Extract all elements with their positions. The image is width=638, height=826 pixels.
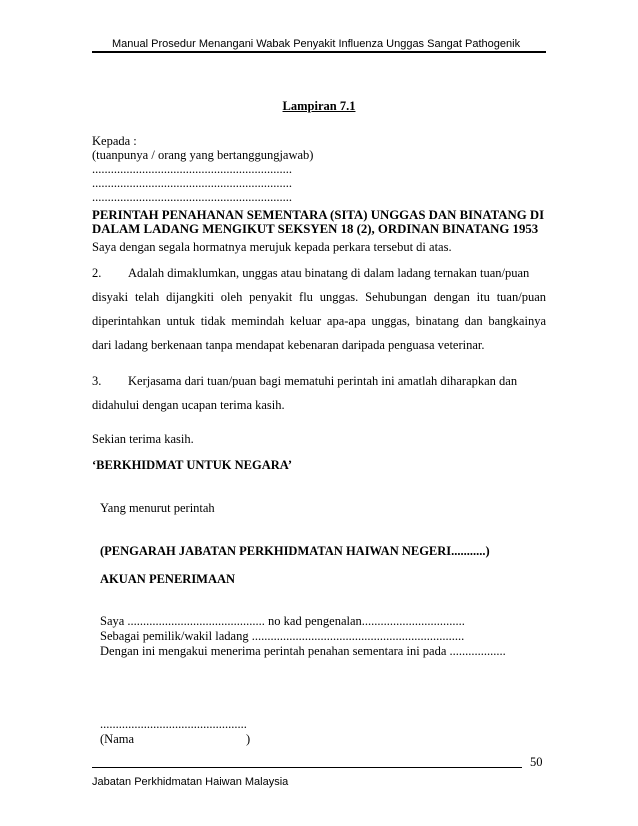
paragraph-2-line-4: dari ladang berkenaan tanpa mendapat kebenaran daripada penguasa veterinar. <box>92 338 485 352</box>
signoff: Yang menurut perintah <box>100 501 215 515</box>
address-recipient-hint: (tuanpunya / orang yang bertanggungjawab) <box>92 148 314 162</box>
paragraph-3-line-1: Kerjasama dari tuan/puan bagi mematuhi perintah ini amatlah diharapkan dan <box>128 374 518 388</box>
name-label-close: ) <box>246 732 251 746</box>
footer-organisation: Jabatan Perkhidmatan Haiwan Malaysia <box>92 776 289 788</box>
acknowledgement-line-1: Saya ............................................ no kad pengenalan................................. <box>100 614 465 628</box>
acknowledgement-line-3: Dengan ini mengakui menerima perintah penahan sementara ini pada .................. <box>100 644 506 658</box>
signatory: (PENGARAH JABATAN PERKHIDMATAN HAIWAN NEGERI...........) <box>100 544 490 558</box>
name-label: (Nama <box>100 732 135 746</box>
address-blank-line: ................................................................ <box>92 190 292 204</box>
acknowledgement-heading: AKUAN PENERIMAAN <box>100 572 236 586</box>
paragraph-2-line-3: diperintahkan untuk tidak memindah keluar apa-apa unggas, binatang dan bangkainya <box>92 314 546 328</box>
acknowledgement-line-2: Sebagai pemilik/wakil ladang .................................................................... <box>100 629 465 643</box>
paragraph-2-line-1: Adalah dimaklumkan, unggas atau binatang di dalam ladang ternakan tuan/puan <box>128 266 530 280</box>
address-blank-line: ................................................................ <box>92 176 292 190</box>
page-title: Lampiran 7.1 <box>282 99 356 113</box>
paragraph-2-line-2: disyaki telah dijangkiti oleh penyakit flu unggas. Sehubungan dengan itu tuan/puan <box>92 290 546 304</box>
address-kepada: Kepada : <box>92 134 137 148</box>
page-number: 50 <box>530 755 543 769</box>
closing-text: Sekian terima kasih. <box>92 432 194 446</box>
subject-line-1: PERINTAH PENAHANAN SEMENTARA (SITA) UNGGAS DAN BINATANG DI <box>92 208 545 222</box>
signature-line: ............................................... <box>100 717 247 731</box>
address-blank-line: ................................................................ <box>92 162 292 176</box>
paragraph-3-number: 3. <box>92 374 102 388</box>
subject-line-2: DALAM LADANG MENGIKUT SEKSYEN 18 (2), ORDINAN BINATANG 1953 <box>92 222 539 236</box>
header-rule <box>92 51 546 53</box>
motto: ‘BERKHIDMAT UNTUK NEGARA’ <box>92 458 293 472</box>
footer-rule <box>92 767 522 768</box>
running-header: Manual Prosedur Menangani Wabak Penyakit Influenza Unggas Sangat Pathogenik <box>112 38 521 50</box>
paragraph-3-line-2: didahului dengan ucapan terima kasih. <box>92 398 285 412</box>
intro-paragraph: Saya dengan segala hormatnya merujuk kepada perkara tersebut di atas. <box>92 240 452 254</box>
paragraph-2-number: 2. <box>92 266 102 280</box>
